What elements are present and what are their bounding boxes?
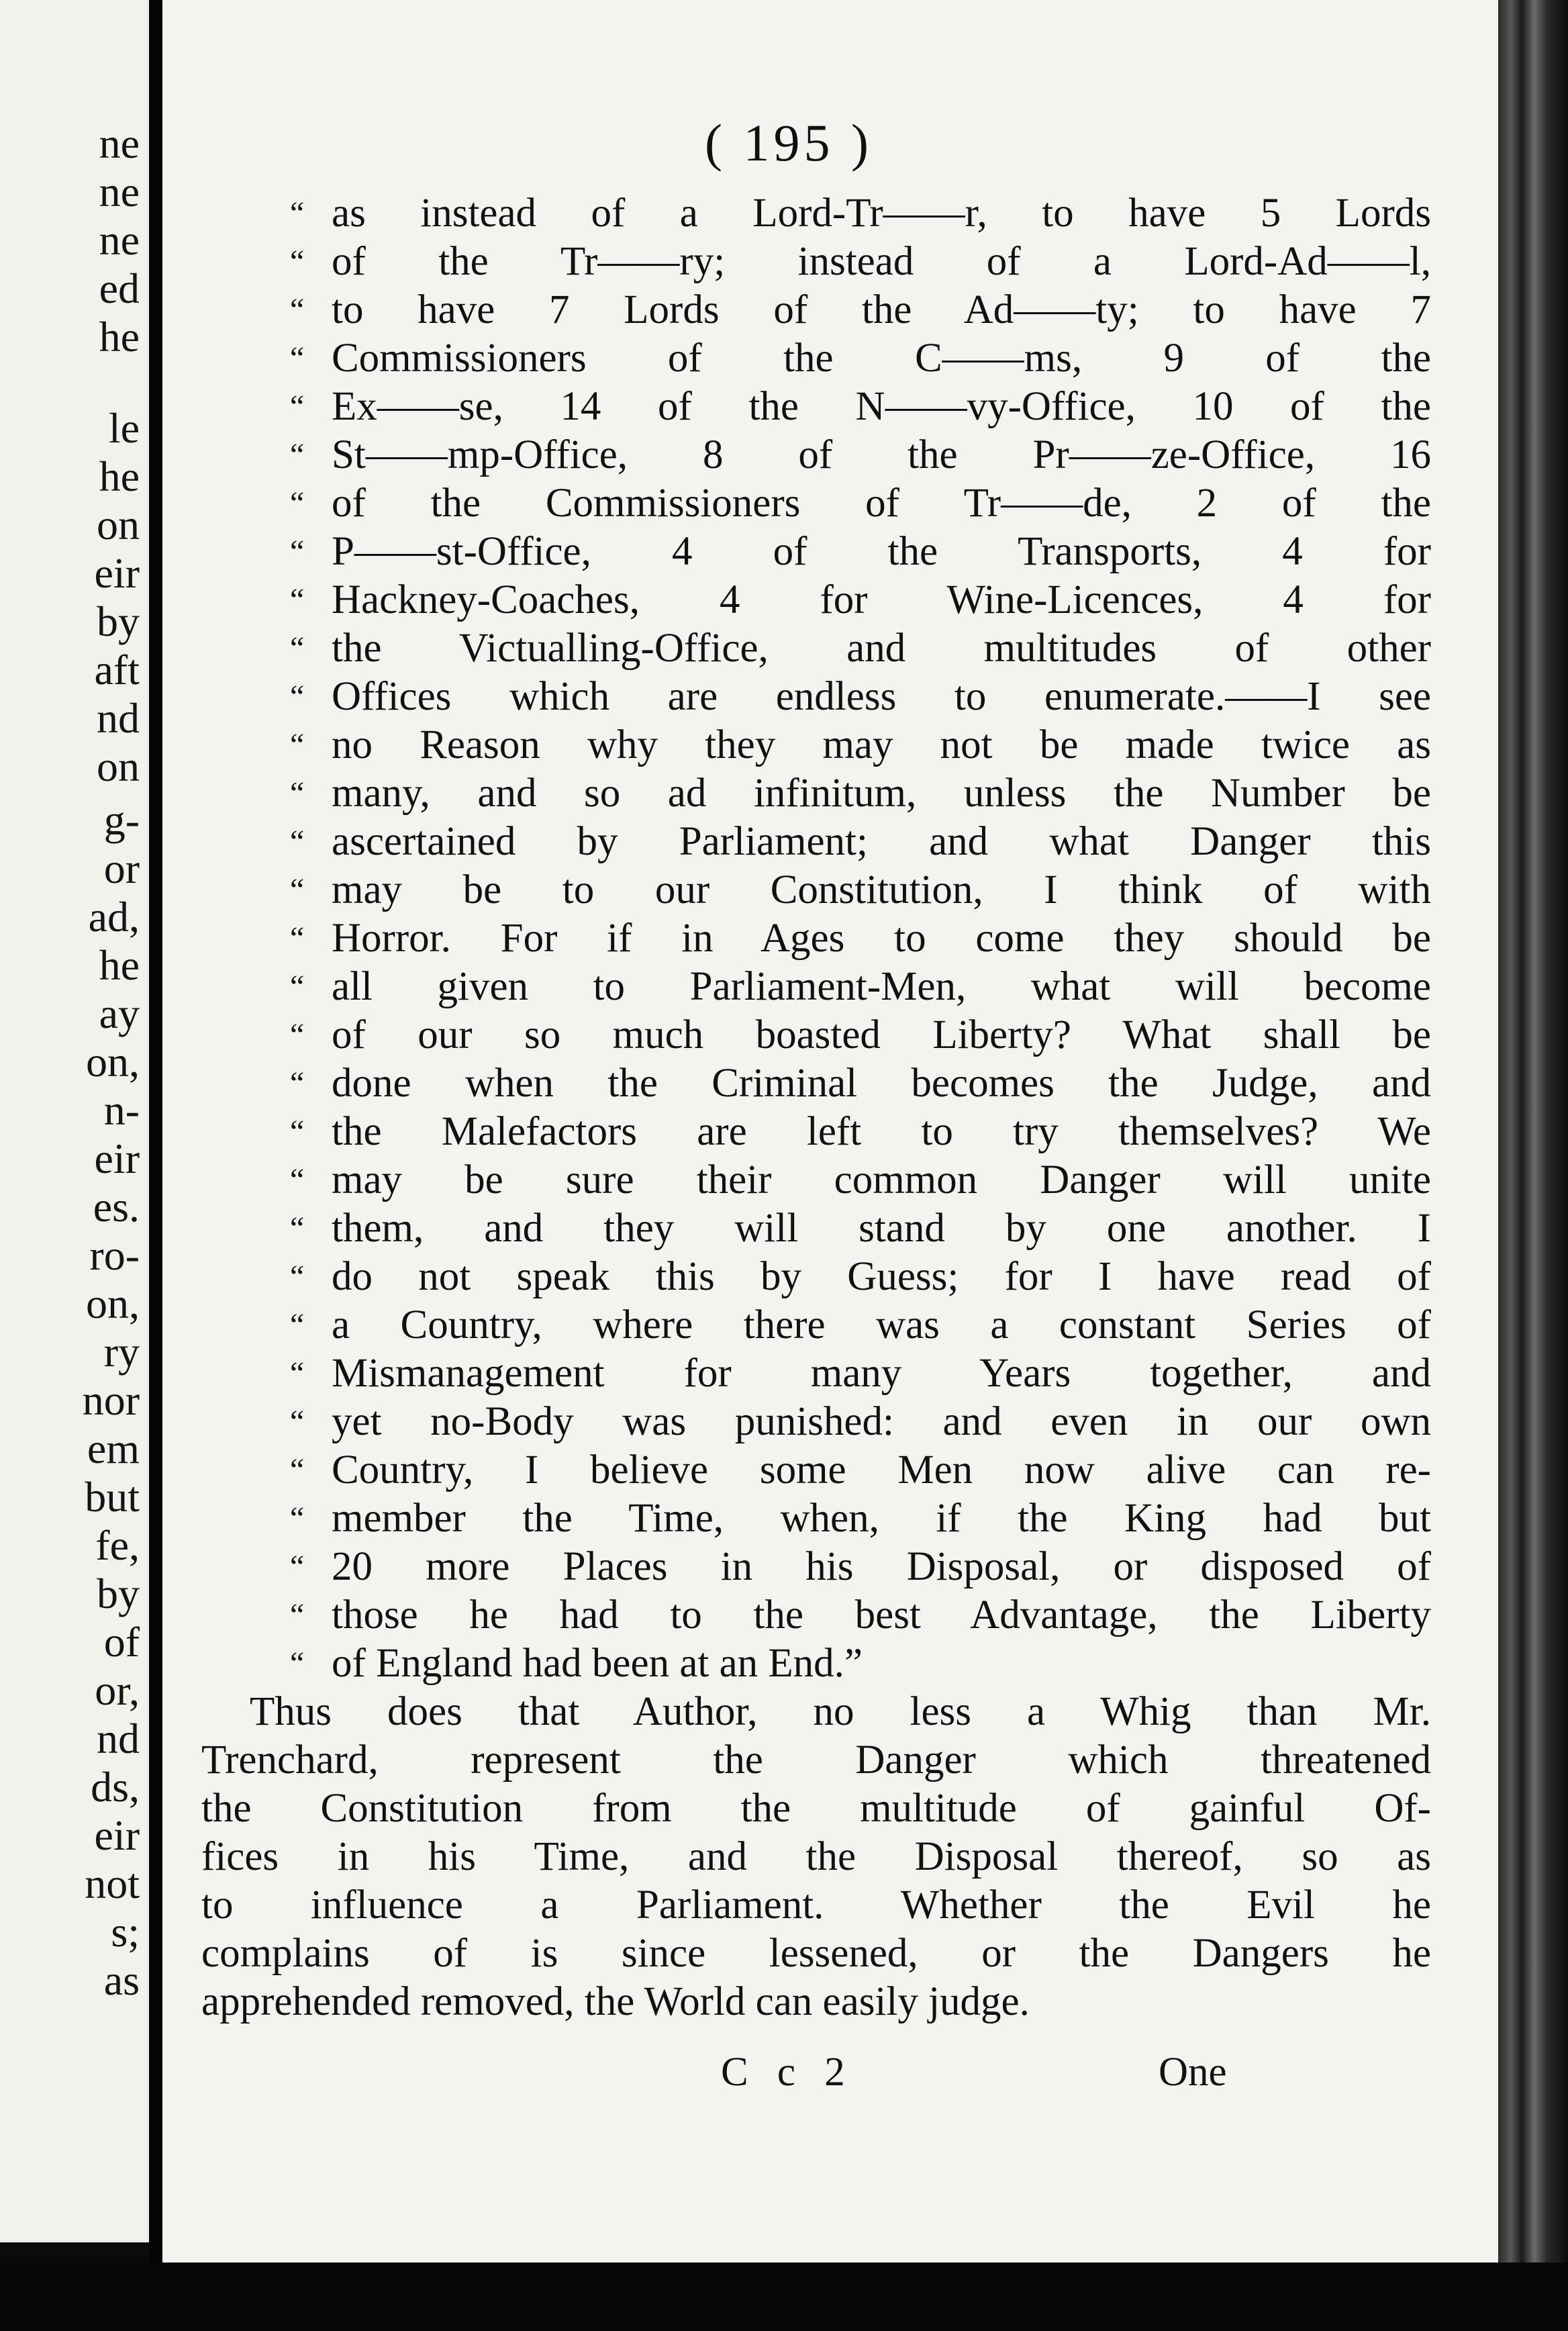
- line-text: the Victualling-Office, and multitudes of other: [332, 626, 1431, 671]
- quoted-text-line: [290, 963, 1431, 1011]
- facing-page-fragment: but: [85, 1473, 140, 1521]
- facing-page-fragment: on,: [86, 1280, 140, 1327]
- line-text: them, and they will stand by one another. I: [332, 1206, 1431, 1251]
- quotation-mark: “: [290, 292, 305, 328]
- quotation-mark: “: [290, 824, 305, 859]
- quoted-text-line: [290, 1204, 1431, 1253]
- facing-page-fragment: ay: [99, 990, 140, 1037]
- paragraph-text-line: complains of is since lessened, or the Dangers he: [201, 1931, 1431, 1976]
- line-text: may be to our Constitution, I think of with: [332, 867, 1431, 912]
- quotation-mark: “: [290, 195, 305, 231]
- quotation-mark: “: [290, 1501, 305, 1536]
- book-page: [162, 0, 1498, 2263]
- facing-page-fragment: ne: [99, 216, 140, 264]
- scan-bottom-shadow: [0, 2263, 1568, 2331]
- facing-page-fragment: le: [108, 404, 140, 452]
- line-text: of the Commissioners of Tr——de, 2 of the: [332, 481, 1431, 526]
- page-edge-stack: [1498, 0, 1568, 2331]
- line-text: Mismanagement for many Years together, and: [332, 1351, 1431, 1396]
- line-text: as instead of a Lord-Tr——r, to have 5 Lords: [332, 191, 1431, 236]
- facing-page-fragment: he: [99, 313, 140, 361]
- page-footer: [162, 2049, 1498, 2103]
- quoted-text-line: [290, 189, 1431, 238]
- quotation-mark: “: [290, 1307, 305, 1343]
- quoted-text-line: [290, 1639, 1431, 1688]
- quotation-mark: “: [290, 1114, 305, 1149]
- facing-page-fragment: of: [103, 1618, 140, 1666]
- quoted-text-line: [290, 431, 1431, 479]
- line-text: Horror. For if in Ages to come they should be: [332, 916, 1431, 961]
- line-text: of our so much boasted Liberty? What shall be: [332, 1012, 1431, 1057]
- quoted-text-line: [290, 528, 1431, 576]
- line-text: no Reason why they may not be made twice as: [332, 722, 1431, 767]
- facing-page-fragment: g-: [103, 796, 140, 844]
- paragraph-text-line: Thus does that Author, no less a Whig than Mr.: [250, 1689, 1431, 1734]
- quoted-text-line: [290, 673, 1431, 721]
- line-text: 20 more Places in his Disposal, or disposed of: [332, 1544, 1431, 1589]
- facing-page-fragment: ad,: [88, 893, 140, 941]
- quoted-text-line: [290, 1398, 1431, 1446]
- quotation-mark: “: [290, 1210, 305, 1246]
- quoted-text-line: [290, 286, 1431, 334]
- facing-page-fragment: or: [103, 845, 140, 892]
- paragraph-text-line: apprehended removed, the World can easily judge.: [201, 1979, 1030, 2024]
- line-text: do not speak this by Guess; for I have read of: [332, 1254, 1431, 1299]
- facing-page-fragment: nd: [97, 1715, 140, 1762]
- quoted-text-line: [290, 1349, 1431, 1398]
- facing-page-fragment: eir: [94, 549, 140, 597]
- quotation-mark: “: [290, 340, 305, 376]
- quotation-mark: “: [290, 969, 305, 1004]
- line-text: to have 7 Lords of the Ad——ty; to have 7: [332, 287, 1431, 332]
- quotation-mark: “: [290, 920, 305, 956]
- facing-page-fragment: or,: [95, 1666, 140, 1714]
- quoted-text-line: [290, 1253, 1431, 1301]
- quoted-text-line: [290, 721, 1431, 769]
- quoted-text-line: [290, 238, 1431, 286]
- quoted-text-line: [290, 818, 1431, 866]
- facing-page-fragment: em: [87, 1425, 140, 1472]
- quotation-mark: “: [290, 1549, 305, 1584]
- line-text: a Country, where there was a constant Series of: [332, 1302, 1431, 1347]
- quoted-text-line: [290, 769, 1431, 818]
- line-text: of England had been at an End.”: [332, 1641, 863, 1686]
- quoted-text-line: [290, 624, 1431, 673]
- quotation-mark: “: [290, 244, 305, 279]
- quotation-mark: “: [290, 1646, 305, 1681]
- quoted-text-line: [290, 1108, 1431, 1156]
- facing-page-fragment: ry: [103, 1328, 140, 1376]
- quoted-text-line: [290, 914, 1431, 963]
- facing-page-fragment: ne: [99, 120, 140, 167]
- quotation-mark: “: [290, 775, 305, 811]
- facing-page-fragment: on: [97, 501, 140, 549]
- facing-page-fragment: by: [97, 1570, 140, 1617]
- quoted-text-line: [290, 576, 1431, 624]
- book-gutter: [149, 0, 162, 2331]
- quotation-mark: “: [290, 389, 305, 424]
- quotation-mark: “: [290, 679, 305, 714]
- facing-page-fragment: ne: [99, 168, 140, 216]
- facing-page-fragment: n-: [103, 1086, 140, 1134]
- quoted-text-line: [290, 1494, 1431, 1543]
- facing-page-fragment: on: [97, 743, 140, 790]
- line-text: member the Time, when, if the King had but: [332, 1496, 1431, 1541]
- line-text: those he had to the best Advantage, the Liberty: [332, 1592, 1431, 1637]
- facing-page-fragment: by: [97, 598, 140, 645]
- quoted-text-line: [290, 479, 1431, 528]
- facing-page-fragment: he: [99, 453, 140, 500]
- quotation-mark: “: [290, 727, 305, 763]
- quotation-mark: “: [290, 582, 305, 618]
- line-text: done when the Criminal becomes the Judge, and: [332, 1061, 1431, 1106]
- line-text: P——st-Office, 4 of the Transports, 4 for: [332, 529, 1431, 574]
- quotation-mark: “: [290, 630, 305, 666]
- line-text: Hackney-Coaches, 4 for Wine-Licences, 4 for: [332, 577, 1431, 622]
- facing-page-fragment: s;: [111, 1908, 140, 1956]
- line-text: Commissioners of the C——ms, 9 of the: [332, 336, 1431, 381]
- quotation-mark: “: [290, 1259, 305, 1294]
- line-text: ascertained by Parliament; and what Danger this: [332, 819, 1431, 864]
- paragraph-text-line: Trenchard, represent the Danger which threatened: [201, 1738, 1431, 1782]
- facing-page-fragment: ed: [99, 265, 140, 312]
- facing-page-fragment: eir: [94, 1811, 140, 1859]
- paragraph-text-line: fices in his Time, and the Disposal thereof, so as: [201, 1834, 1431, 1879]
- facing-page-fragment: aft: [94, 646, 140, 694]
- signature-mark: C c 2: [721, 2050, 854, 2095]
- facing-page-fragment: eir: [94, 1135, 140, 1182]
- quotation-mark: “: [290, 1065, 305, 1101]
- facing-page-fragment: es.: [93, 1183, 140, 1231]
- paragraph-text-line: the Constitution from the multitude of gainful Of-: [201, 1786, 1431, 1831]
- page-text: [201, 189, 1431, 2026]
- line-text: Ex——se, 14 of the N——vy-Office, 10 of the: [332, 384, 1431, 429]
- line-text: the Malefactors are left to try themselves? We: [332, 1109, 1431, 1154]
- paragraph-text-line: to influence a Parliament. Whether the Evil he: [201, 1883, 1431, 1928]
- facing-page-fragment: on,: [86, 1038, 140, 1086]
- quotation-mark: “: [290, 1017, 305, 1053]
- facing-page-strip: [0, 0, 149, 2242]
- quoted-text-line: [290, 1543, 1431, 1591]
- facing-page-fragment: not: [85, 1860, 140, 1907]
- quoted-text-line: [290, 1301, 1431, 1349]
- quoted-text-line: [290, 383, 1431, 431]
- line-text: Offices which are endless to enumerate.——I see: [332, 674, 1431, 719]
- quotation-mark: “: [290, 437, 305, 473]
- catchword: One: [1159, 2050, 1227, 2095]
- quoted-text-line: [290, 334, 1431, 383]
- facing-page-fragment: nd: [97, 694, 140, 742]
- facing-page-fragment: ro-: [89, 1231, 140, 1279]
- quotation-mark: “: [290, 1404, 305, 1439]
- line-text: of the Tr——ry; instead of a Lord-Ad——l,: [332, 239, 1431, 284]
- quotation-mark: “: [290, 872, 305, 908]
- quoted-text-line: [290, 1011, 1431, 1059]
- line-text: may be sure their common Danger will unite: [332, 1157, 1431, 1202]
- facing-page-fragment: fe,: [95, 1521, 140, 1569]
- quotation-mark: “: [290, 534, 305, 569]
- line-text: St——mp-Office, 8 of the Pr——ze-Office, 16: [332, 432, 1431, 477]
- line-text: all given to Parliament-Men, what will become: [332, 964, 1431, 1009]
- line-text: many, and so ad infinitum, unless the Number be: [332, 771, 1431, 816]
- line-text: yet no-Body was punished: and even in our own: [332, 1399, 1431, 1444]
- facing-page-fragment: ds,: [91, 1763, 140, 1811]
- quoted-text-line: [290, 1156, 1431, 1204]
- line-text: Country, I believe some Men now alive can re-: [332, 1447, 1431, 1492]
- quoted-text-line: [290, 1591, 1431, 1639]
- quoted-text-line: [290, 1059, 1431, 1108]
- quotation-mark: “: [290, 485, 305, 521]
- facing-page-fragment: he: [99, 941, 140, 989]
- quotation-mark: “: [290, 1355, 305, 1391]
- facing-page-fragment: as: [103, 1956, 140, 2004]
- facing-page-fragment: nor: [82, 1376, 140, 1424]
- page-number: ( 195 ): [705, 113, 873, 172]
- quoted-text-line: [290, 866, 1431, 914]
- quotation-mark: “: [290, 1452, 305, 1488]
- quotation-mark: “: [290, 1162, 305, 1198]
- quotation-mark: “: [290, 1597, 305, 1633]
- quoted-text-line: [290, 1446, 1431, 1494]
